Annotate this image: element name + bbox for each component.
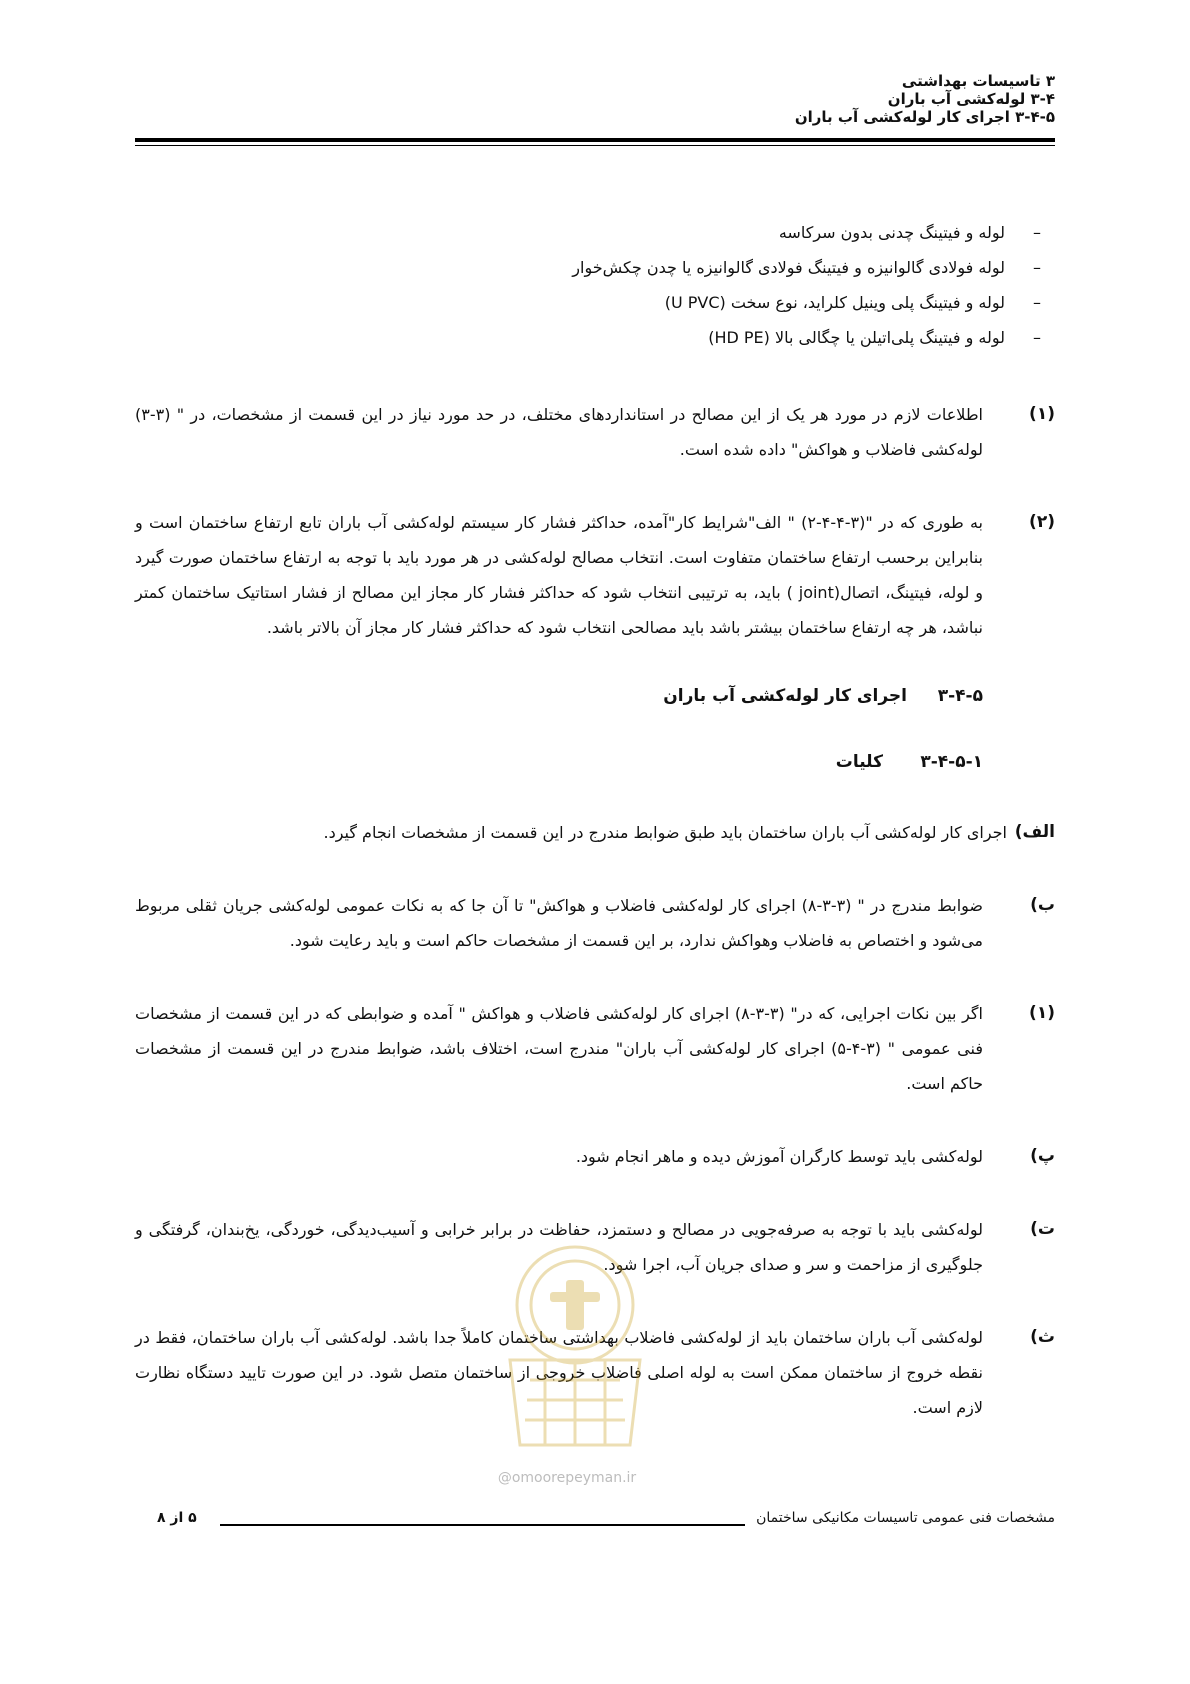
paragraph (135, 505, 1055, 645)
bullet-marker: – (1033, 328, 1041, 347)
paragraph-text: اجرای کار لوله‌کشی آب باران ساختمان باید طبق ضوابط مندرج در این قسمت از مشخصات انجام گیرد. (323, 823, 1007, 842)
paragraph-text: ضوابط مندرج در " (۳-۳-۸) اجرای کار لوله‌کشی فاضلاب و هواکش" تا آن جا که به نکات عمومی لوله‌کشی جریان ثقلی مربوط می‌شود و اختصاص به فاضلاب وهواکش ندارد، بر این قسمت از مشخصات حاکم است و باید رعایت شود. (135, 896, 984, 950)
page-number: ۵ از ۸ (157, 1510, 197, 1526)
footer-title: مشخصات فنی عمومی تاسیسات مکانیکی ساختمان (756, 1510, 1055, 1526)
subsection-heading (135, 747, 983, 777)
list-item-text: لوله و فیتینگ چدنی بدون سرکاسه (778, 223, 1005, 242)
paragraph (135, 815, 1055, 850)
paragraph (135, 397, 1055, 467)
paragraph (135, 1139, 1055, 1174)
subsection-title: کلیات (835, 752, 883, 772)
paragraph-number: (۱) (1029, 404, 1055, 424)
paragraph-text: لوله‌کشی آب باران ساختمان باید از لوله‌کشی فاضلاب بهداشتی ساختمان کاملاً جدا باشد. لوله‌کشی آب باران ساختمان، فقط در نقطه خروج از ساختمان ممکن است به لوله اصلی فاضلاب خروجی از ساختمان متصل شود. در این صورت تایید دستگاه نظارت لازم است. (135, 1328, 983, 1417)
list-item (135, 285, 1041, 320)
paragraph-number: (۲) (1029, 512, 1055, 532)
paragraph-number: ت) (1030, 1219, 1055, 1239)
paragraph-number: پ) (1030, 1146, 1055, 1166)
page-content (135, 215, 1055, 1425)
section-title: اجرای کار لوله‌کشی آب باران (663, 686, 907, 706)
paragraph-text: به طوری که در "(۳-۴-۴-۲) " الف"شرایط کار"آمده، حداکثر فشار کار سیستم لوله‌کشی آب باران تابع ارتفاع ساختمان است و بنابراین برحسب ارتفاع ساختمان متفاوت است. انتخاب مصالح لوله‌کشی در هر مورد باید با توجه به ارتفاع ساختمان صورت گیرد و لوله، فیتینگ، اتصال(joint ) باید، به ترتیبی انتخاب شود که حداکثر فشار کار مجاز این مصالح از فشار استاتیک ساختمان کمتر نباشد، هر چه ارتفاع ساختمان بیشتر باشد باید مصالحی انتخاب شود که حداکثر فشار کار مجاز آن بالاتر باشد. (135, 513, 984, 637)
paragraph-text: اطلاعات لازم در مورد هر یک از این مصالح در استانداردهای مختلف، در حد مورد نیاز در این قسمت از مشخصات، در " (۳-۳) لوله‌کشی فاضلاب و هواکش" داده شده است. (135, 405, 983, 459)
paragraph-number: (۱) (1029, 1003, 1055, 1023)
paragraph-text: لوله‌کشی باید توسط کارگران آموزش دیده و ماهر انجام شود. (575, 1147, 983, 1166)
header-section: ۳-۴ لوله‌کشی آب باران (887, 90, 1055, 108)
list-item (135, 215, 1041, 250)
bullet-marker: – (1033, 223, 1041, 242)
list-item-text: لوله و فیتینگ پلی وینیل کلراید، نوع سخت (U PVC) (664, 293, 1005, 312)
watermark-text: @omoorepeyman.ir (497, 1470, 637, 1486)
paragraph-text: اگر بین نکات اجرایی، که در" (۳-۳-۸) اجرای کار لوله‌کشی فاضلاب و هواکش " آمده و ضوابطی که در این قسمت از مشخصات فنی عمومی " (۳-۴-۵) اجرای کار لوله‌کشی آب باران" مندرج است، اختلاف باشد، ضوابط مندرج در این قسمت از مشخصات حاکم است. (135, 1004, 983, 1093)
subsection-number: ۳-۴-۵-۱ (920, 752, 983, 772)
paragraph-number: الف) (1014, 822, 1055, 842)
header-subsection: ۳-۴-۵ اجرای کار لوله‌کشی آب باران (794, 108, 1055, 126)
paragraph (135, 1212, 1055, 1282)
bullet-marker: – (1033, 258, 1041, 277)
header-rule-thin (135, 145, 1055, 146)
header-chapter: ۳ تاسیسات بهداشتی (901, 72, 1055, 90)
page-header (135, 72, 1055, 126)
paragraph-number: ب) (1030, 895, 1055, 915)
bullet-marker: – (1033, 293, 1041, 312)
page-footer (135, 1508, 1055, 1532)
section-heading (135, 681, 983, 711)
footer-rule (220, 1524, 745, 1526)
list-item (135, 250, 1041, 285)
paragraph (135, 1320, 1055, 1425)
list-item (135, 320, 1041, 355)
paragraph-text: لوله‌کشی باید با توجه به صرفه‌جویی در مصالح و دستمزد، حفاظت در برابر خرابی و آسیب‌دیدگی، خوردگی، یخ‌بندان، گرفتگی و جلوگیری از مزاحمت و سر و صدای جریان آب، اجرا شود. (135, 1220, 983, 1274)
section-number: ۳-۴-۵ (937, 686, 983, 706)
list-item-text: لوله فولادی گالوانیزه و فیتینگ فولادی گالوانیزه یا چدن چکش‌خوار (572, 258, 1005, 277)
list-item-text: لوله و فیتینگ پلی‌اتیلن یا چگالی بالا (HD PE) (708, 328, 1005, 347)
header-rule-thick (135, 138, 1055, 142)
paragraph (135, 888, 1055, 958)
materials-list (135, 215, 1041, 355)
paragraph-number: ث) (1030, 1327, 1055, 1347)
paragraph (135, 996, 1055, 1101)
